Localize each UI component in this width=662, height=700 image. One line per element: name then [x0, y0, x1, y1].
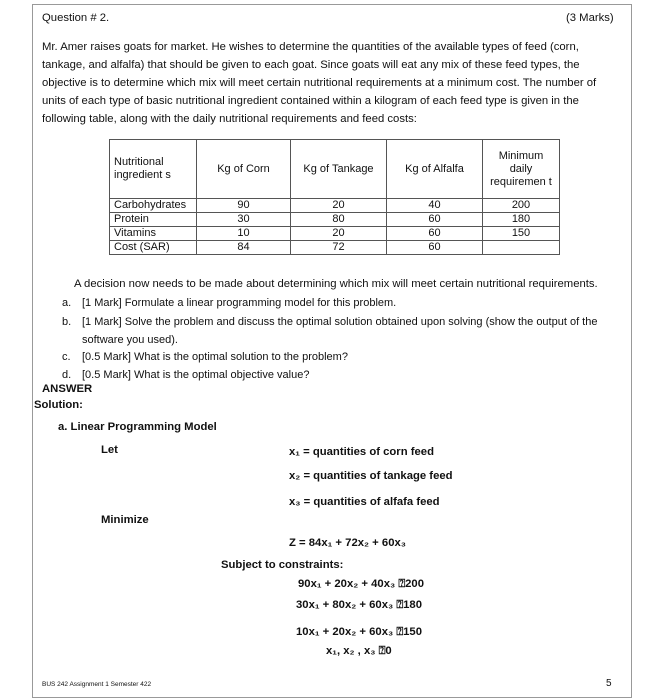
table-cell: 180 [483, 213, 560, 227]
part-label: c. [62, 351, 71, 363]
header-cell: Kg of Alfalfa [387, 140, 483, 199]
part-label: b. [62, 316, 72, 328]
table-cell: Protein [110, 213, 197, 227]
table-row [110, 213, 560, 227]
let-label: Let [101, 444, 118, 456]
header-cell: Minimum daily requiremen t [483, 140, 560, 199]
part-label: d. [62, 369, 72, 381]
part-text: [0.5 Mark] What is the optimal objective value? [82, 369, 310, 381]
table-cell [483, 241, 560, 255]
part-text: [1 Mark] Solve the problem and discuss the optimal solution obtained upon solving (show the output of the software you used). [82, 316, 598, 346]
table-cell: 30 [197, 213, 291, 227]
table-row [110, 199, 560, 213]
nutrition-table [109, 139, 560, 255]
table-cell: 60 [387, 241, 483, 255]
part-label: a. [62, 297, 72, 309]
decision-text: A decision now needs to be made about determining which mix will meet certain nutritional requirements. [74, 278, 598, 290]
footer-course: BUS 242 Assignment 1 Semester 422 [42, 681, 152, 688]
table-cell: 60 [387, 213, 483, 227]
table-cell: Cost (SAR) [110, 241, 197, 255]
table-cell: 84 [197, 241, 291, 255]
table-cell: 200 [483, 199, 560, 213]
table-cell: 150 [483, 227, 560, 241]
table-cell: Carbohydrates [110, 199, 197, 213]
constraint: 30x₁ + 80x₂ + 60x₃ ⍰180 [296, 599, 422, 611]
subject-to-label: Subject to constraints: [221, 559, 344, 571]
constraint: 10x₁ + 20x₂ + 60x₃ ⍰150 [296, 626, 422, 638]
table-row [110, 227, 560, 241]
table-row [110, 241, 560, 255]
question-intro: Mr. Amer raises goats for market. He wishes to determine the quantities of the available types of feed (corn, tankage, and alfalfa) that should be given to each goat. Since goats will eat any mix of these feed types, the objective is to determine which mix will meet certain nutritional requirements at a minimum cost. The number of units of each type of basic nutritional ingredient contained within a kilogram of each feed type is given in the following table, along with the daily nutritional requirements and feed costs: [42, 41, 597, 125]
variable-definition: x₁ = quantities of corn feed [289, 446, 434, 458]
header-cell: Kg of Tankage [291, 140, 387, 199]
page-number: 5 [606, 678, 612, 689]
table-cell: 90 [197, 199, 291, 213]
table-cell: 10 [197, 227, 291, 241]
part-text: [0.5 Mark] What is the optimal solution to the problem? [82, 351, 348, 363]
table-cell: Vitamins [110, 227, 197, 241]
table-cell: 20 [291, 199, 387, 213]
table-cell: 40 [387, 199, 483, 213]
constraint: x₁, x₂ , x₃ ⍰0 [326, 645, 392, 657]
objective-function: Z = 84x₁ + 72x₂ + 60x₃ [289, 537, 406, 549]
minimize-label: Minimize [101, 514, 149, 526]
table-cell: 72 [291, 241, 387, 255]
model-heading: a. Linear Programming Model [58, 421, 217, 433]
table-cell: 20 [291, 227, 387, 241]
table-cell: 80 [291, 213, 387, 227]
header-cell: Nutritional ingredient s [110, 140, 197, 199]
table-header-row [110, 140, 560, 199]
header-cell: Kg of Corn [197, 140, 291, 199]
part-text: [1 Mark] Formulate a linear programming model for this problem. [82, 297, 397, 309]
question-title: Question # 2. [42, 12, 110, 24]
constraint: 90x₁ + 20x₂ + 40x₃ ⍰200 [298, 578, 424, 590]
variable-definition: x₃ = quantities of alfafa feed [289, 496, 440, 508]
table-cell: 60 [387, 227, 483, 241]
solution-heading: Solution: [34, 399, 83, 411]
question-marks: (3 Marks) [566, 12, 614, 24]
answer-heading: ANSWER [42, 383, 93, 395]
variable-definition: x₂ = quantities of tankage feed [289, 470, 453, 482]
